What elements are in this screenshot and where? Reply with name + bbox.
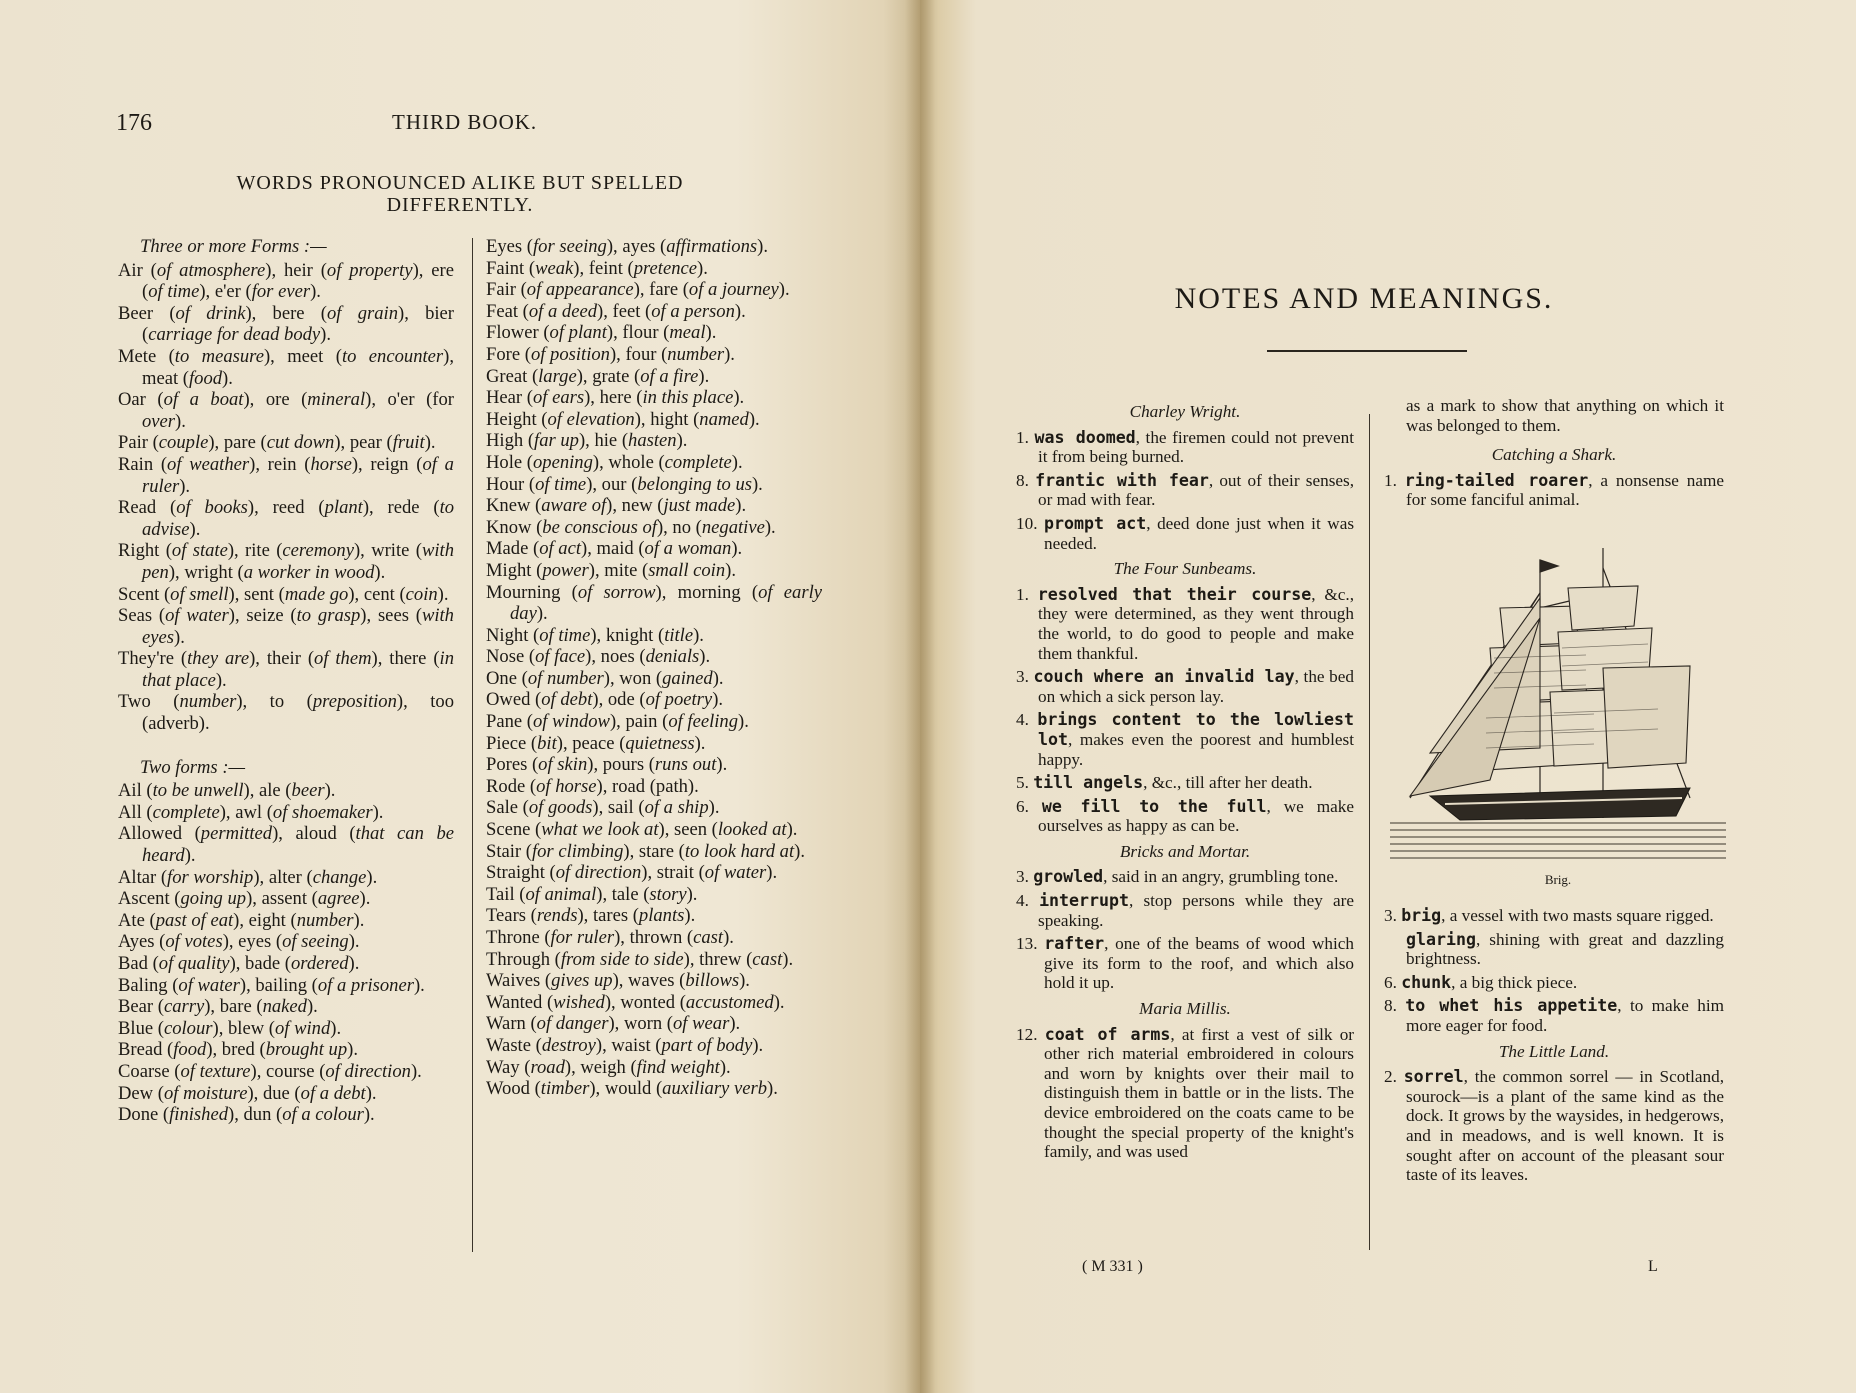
list-item: Blue (colour), blew (of wind). [118,1017,342,1039]
illustration-caption: Brig. [1544,872,1572,887]
list-item: Made (of act), maid (of a woman). [486,538,743,560]
list-item: Warn (of danger), worn (of wear). [486,1013,741,1035]
list-item: Oar (of a boat), ore (mineral), o'er (for over). [118,389,454,432]
notes-column-2-continued [1384,906,1724,1189]
list-item: Fair (of appearance), fare (of a journey). [486,279,790,301]
list-item: Flower (of plant), flour (meal). [486,322,717,344]
section-heading-three-forms: Three or more Forms :— [140,236,327,257]
note-item: 6. we fill to the full, we make ourselves as happy as can be. [1016,796,1354,836]
note-item: 1. ring-tailed roarer, a nonsense name for some fanciful animal. [1384,470,1725,510]
note-item: 13. rafter, one of the beams of wood which give its form to the roof, and which also hold it up. [1016,934,1354,993]
list-item: One (of number), won (gained). [486,667,724,689]
section-heading-bricks-and-mortar: Bricks and Mortar. [1119,841,1251,861]
list-item: Read (of books), reed (plant), rede (to advise). [118,497,455,540]
note-item: 3. brig, a vessel with two masts square rigged. [1384,906,1714,925]
list-item: Ail (to be unwell), ale (beer). [118,780,336,802]
list-item: Great (large), grate (of a fire). [486,365,710,387]
title-rule [1267,350,1467,352]
list-item: Hear (of ears), here (in this place). [486,387,745,409]
list-item: Hour (of time), our (belonging to us). [486,473,763,495]
list-item: Night (of time), knight (title). [486,624,704,646]
list-item: Scene (what we look at), seen (looked at). [486,819,798,841]
list-item: Baling (of water), bailing (of a prisoner). [118,974,425,996]
list-item: All (complete), awl (of shoemaker). [118,801,384,823]
note-item: 8. frantic with fear, out of their senses, or mad with fear. [1016,470,1354,510]
section-heading-catching-a-shark: Catching a Shark. [1491,445,1617,465]
note-item: 4. brings content to the lowliest lot, makes even the poorest and humblest happy. [1016,710,1354,769]
section-heading-the-little-land: The Little Land. [1498,1041,1610,1061]
list-item: Dew (of moisture), due (of a debt). [118,1082,377,1104]
list-item: Bear (carry), bare (naked). [118,996,318,1018]
running-head: THIRD BOOK. [392,110,538,134]
list-item: Tail (of animal), tale (story). [486,883,698,905]
list-item: Ascent (going up), assent (agree). [118,888,371,910]
list-item: Hole (opening), whole (complete). [486,451,743,473]
list-item: Way (road), weigh (find weight). [486,1056,731,1078]
list-item: Tears (rends), tares (plants). [486,905,696,927]
note-item: 4. interrupt, stop persons while they are speaking. [1016,891,1355,930]
list-item: Pair (couple), pare (cut down), pear (fruit). [118,432,436,454]
signature-mark: ( M 331 ) [1082,1258,1143,1275]
list-item: Pane (of window), pain (of feeling). [486,711,749,733]
list-item: Mourning (of sorrow), morning (of early day). [486,581,822,625]
list-item: Altar (for worship), alter (change). [118,866,378,888]
section-heading-four-sunbeams: The Four Sunbeams. [1113,559,1257,579]
list-item: Feat (of a deed), feet (of a person). [486,300,746,322]
homophones-column-2 [486,236,822,1100]
note-item: 6. chunk, a big thick piece. [1384,972,1578,992]
note-item: 1. resolved that their course, &c., they were determined, as they went through the world, to do good to people and make them thankful. [1016,584,1355,663]
note-item: glaring, shining with great and dazzling brightness. [1406,929,1724,969]
list-item: Air (of atmosphere), heir (of property), ere (of time), e'er (for ever). [118,259,454,303]
list-item: Bad (of quality), bade (ordered). [118,953,360,974]
list-item: Seas (of water), seize (to grasp), sees (with eyes). [118,605,454,648]
list-item: Two (number), to (preposition), too (adverb). [118,691,455,735]
list-item: Coarse (of texture), course (of direction). [118,1060,422,1082]
list-item: Waives (gives up), waves (billows). [486,970,750,992]
list-item: Ayes (of votes), eyes (of seeing). [118,931,360,953]
list-item: Beer (of drink), bere (of grain), bier (carriage for dead body). [118,302,454,346]
note-item: 1. was doomed, the firemen could not prevent it from being burned. [1016,427,1354,467]
list-item: Scent (of smell), sent (made go), cent (coin). [118,583,449,605]
brig-illustration [1390,548,1726,870]
list-item: High (far up), hie (hasten). [486,430,688,452]
list-item: Done (finished), dun (of a colour). [118,1104,375,1126]
list-item: Allowed (permitted), aloud (that can be heard). [118,823,455,867]
list-item: Know (be conscious of), no (negative). [486,516,776,538]
list-item: Knew (aware of), new (just made). [486,495,747,517]
list-item: Sale (of goods), sail (of a ship). [486,797,720,819]
notes-title: NOTES AND MEANINGS. [1174,282,1554,315]
notes-column-1 [1016,396,1354,1166]
list-item: Fore (of position), four (number). [486,343,735,365]
title-line-2: DIFFERENTLY. [386,194,534,216]
left-page [0,0,920,1393]
list-item: Might (power), mite (small coin). [486,559,736,581]
list-item: Piece (bit), peace (quietness). [486,732,706,754]
list-item: Through (from side to side), threw (cast). [486,948,794,970]
list-item: Straight (of direction), strait (of water). [486,862,778,884]
note-item: 3. couch where an invalid lay, the bed on which a sick person lay. [1016,667,1354,706]
note-item: 3. growled, said in an angry, grumbling tone. [1016,867,1339,887]
list-item: Rode (of horse), road (path). [486,775,699,797]
list-item: Eyes (for seeing), ayes (affirmations). [486,236,768,257]
note-item: 8. to whet his appetite, to make him more eager for food. [1384,996,1725,1035]
column-divider [1369,414,1370,1250]
list-item: They're (they are), their (of them), there (in that place). [118,648,455,691]
note-item: 10. prompt act, deed done just when it was needed. [1016,513,1355,553]
list-item: Stair (for climbing), stare (to look hard at). [486,840,805,862]
notes-column-2 [1384,396,1724,514]
homophones-column-1 [118,236,454,1126]
title-line-1: WORDS PRONOUNCED ALIKE BUT SPELLED [236,172,684,194]
list-item: Wood (timber), would (auxiliary verb). [486,1078,778,1100]
list-item: Height (of elevation), hight (named). [486,408,760,430]
list-item: Right (of state), rite (ceremony), write (with pen), wright (a worker in wood). [118,540,454,583]
list-item: Ate (past of eat), eight (number). [118,909,365,931]
page-title [116,172,804,216]
list-item: Faint (weak), feint (pretence). [486,257,708,279]
section-heading-two-forms: Two forms :— [140,756,246,778]
column-divider [472,238,473,1252]
list-item: Mete (to measure), meet (to encounter), meat (food). [118,345,454,389]
book-gutter [905,0,935,1393]
list-item: Nose (of face), noes (denials). [486,646,711,668]
page-number: 176 [116,110,152,136]
note-continuation: as a mark to show that anything on which it was belonged to them. [1406,396,1724,435]
section-heading-maria-millis: Maria Millis. [1139,999,1231,1019]
list-item: Rain (of weather), rein (horse), reign (of a ruler). [118,453,454,497]
list-item: Waste (destroy), waist (part of body). [486,1034,764,1056]
list-item: Throne (for ruler), thrown (cast). [486,927,734,948]
list-item: Owed (of debt), ode (of poetry). [486,689,724,711]
list-item: Pores (of skin), pours (runs out). [486,754,728,776]
note-item: 12. coat of arms, at first a vest of silk or other rich material embroidered in colours and worn by knights over their mail to distinguish them in battle or in the lists. The device embroidered on the coats came to be thought the special property of the knight's family, and was used [1016,1024,1355,1162]
note-item: 2. sorrel, the common sorrel — in Scotland, sourock—is a plant of the same kind as the dock. It grows by the waysides, in hedgerows, and in meadows, and is well known. It is sought after on account of the pleasant sour taste of its leaves. [1384,1067,1724,1185]
note-item: 5. till angels, &c., till after her death. [1016,773,1313,793]
list-item: Wanted (wished), wonted (accustomed). [486,991,785,1013]
section-heading-charley-wright: Charley Wright. [1129,402,1241,421]
signature-letter: L [1648,1258,1658,1275]
list-item: Bread (food), bred (brought up). [118,1039,358,1061]
